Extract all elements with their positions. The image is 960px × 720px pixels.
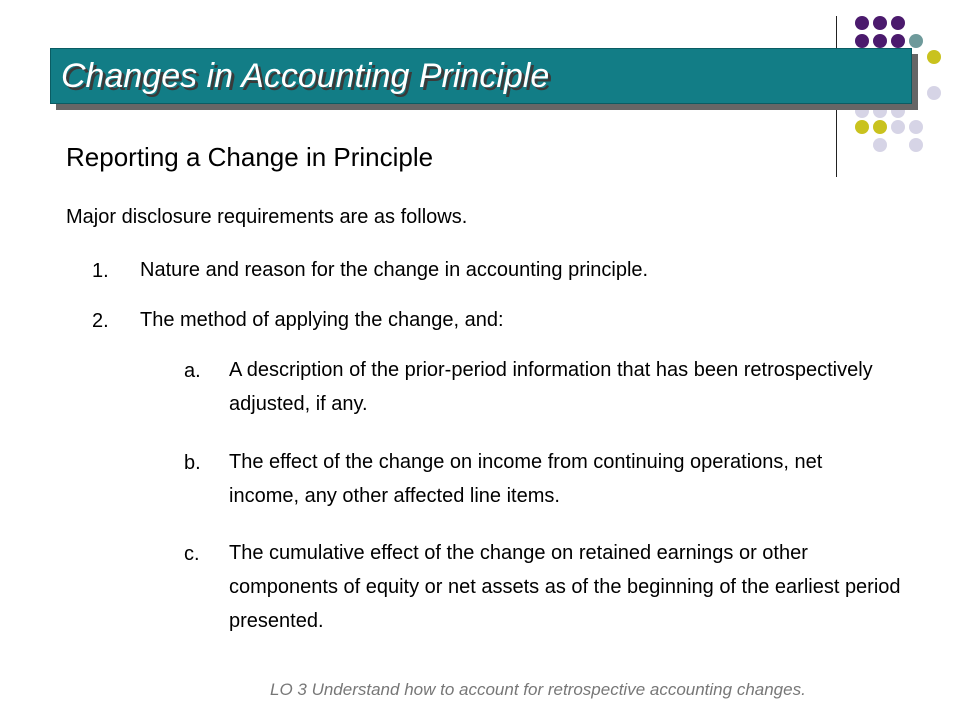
decor-dot — [909, 138, 923, 152]
decor-dot — [855, 16, 869, 30]
sublist-marker: c. — [184, 543, 200, 565]
list-marker: 1. — [92, 260, 109, 282]
decor-dot — [873, 34, 887, 48]
list-item: Nature and reason for the change in accounting principle. — [140, 259, 649, 281]
decor-dot — [855, 34, 869, 48]
slide-subtitle: Reporting a Change in Principle — [66, 142, 434, 172]
learning-objective-footer: LO 3 Understand how to account for retrospective accounting changes. — [270, 680, 806, 699]
decor-dot — [873, 138, 887, 152]
decor-dot — [891, 120, 905, 134]
sublist-item: A description of the prior-period information that has been retrospectively adjusted, if any. — [229, 359, 873, 415]
decor-dot — [891, 16, 905, 30]
decor-dot — [891, 34, 905, 48]
decor-dot — [855, 120, 869, 134]
intro-text: Major disclosure requirements are as follows. — [66, 206, 468, 228]
title-bar — [50, 48, 912, 104]
sublist-item: The cumulative effect of the change on retained earnings or other components of equity or net assets as of the beginning of the earliest period presented. — [229, 542, 901, 632]
sublist-marker: a. — [184, 360, 201, 382]
list-marker: 2. — [92, 310, 109, 332]
decor-dot — [873, 16, 887, 30]
decor-dot — [927, 50, 941, 64]
list-item: The method of applying the change, and: — [140, 309, 504, 331]
decor-dot — [873, 120, 887, 134]
decor-dot — [909, 34, 923, 48]
decor-dot — [909, 120, 923, 134]
sublist-item: The effect of the change on income from continuing operations, net income, any other affected line items. — [229, 451, 823, 507]
sublist-marker: b. — [184, 452, 201, 474]
decor-dot — [927, 86, 941, 100]
slide-title: Changes in Accounting Principle — [61, 57, 550, 95]
